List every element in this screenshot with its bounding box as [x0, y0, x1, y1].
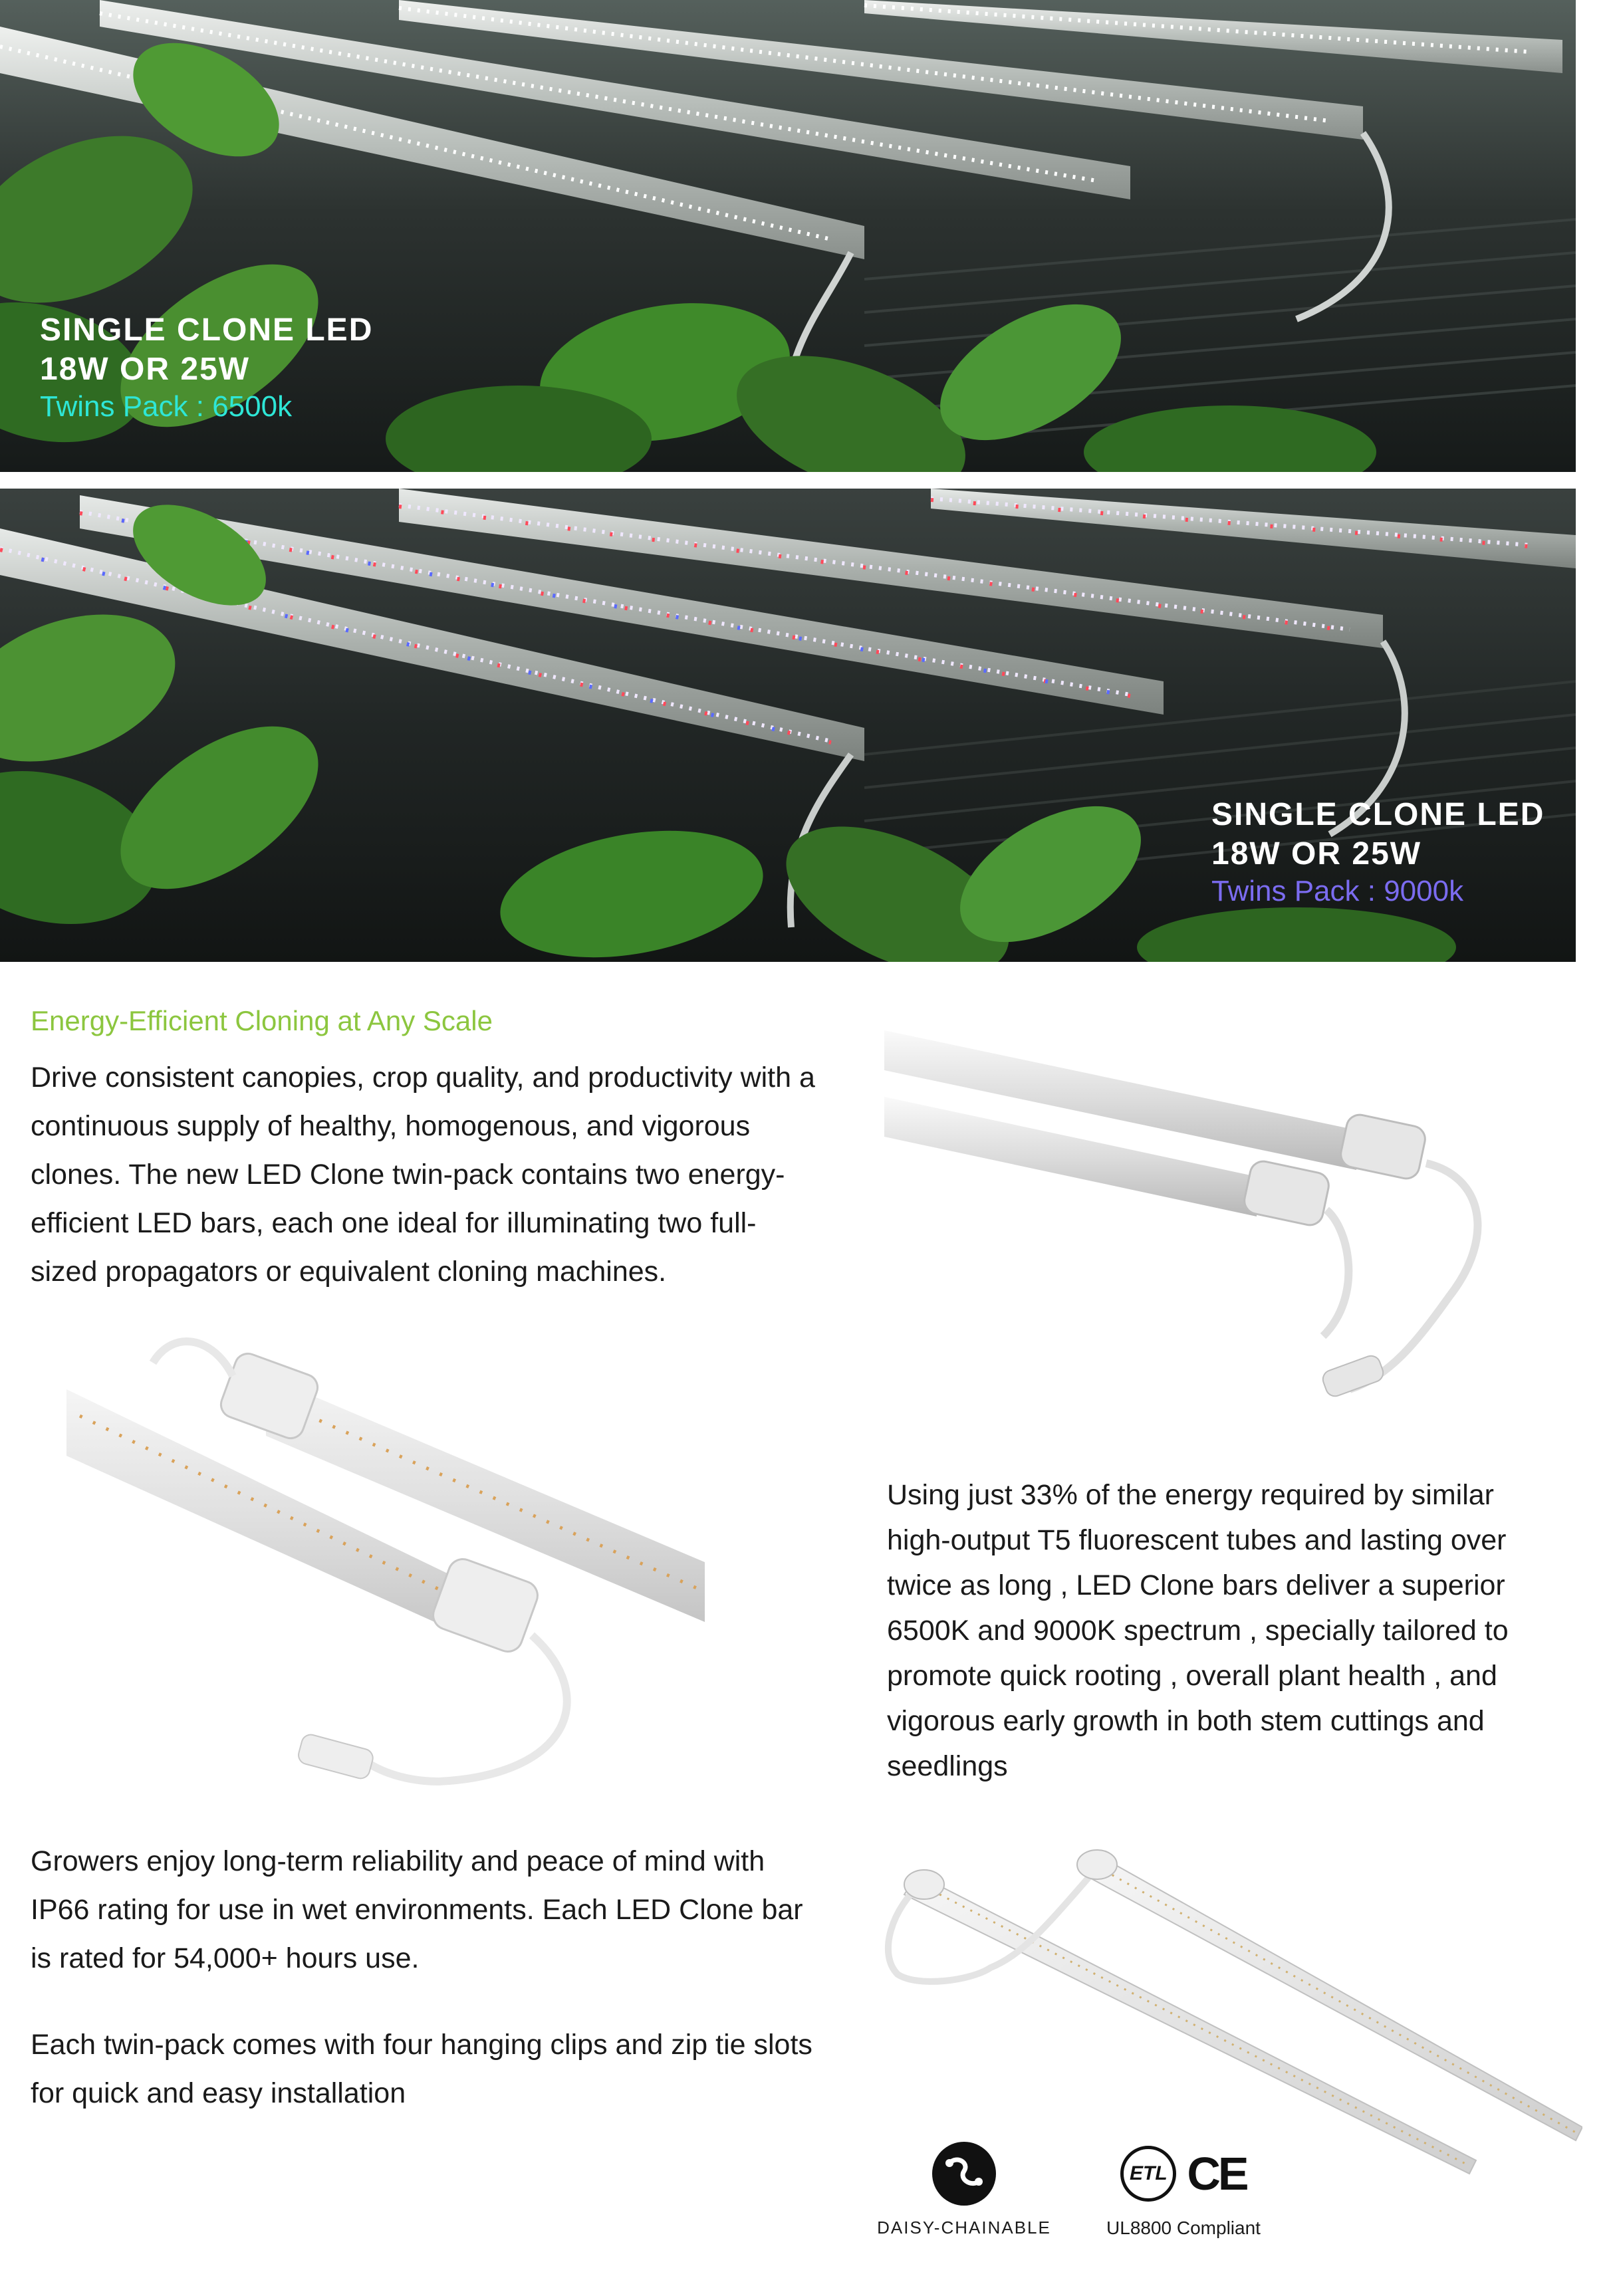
intro-paragraph: Drive consistent canopies, crop quality, and productivity with a continuous supply of healthy, homogenous, and vigorous clones. The new LED Clone twin-pack contains two energy-efficient LED bars, each one ideal for illuminating two full-sized propagators or equivalent cloning machines.: [31, 1062, 815, 1288]
banner-power: 18W OR 25W: [40, 351, 251, 387]
product-image-twin-bars-connector: [884, 1017, 1576, 1416]
daisy-chainable-label: DAISY-CHAINABLE: [877, 2218, 1051, 2238]
banner-power: 18W OR 25W: [1211, 836, 1422, 871]
banner-pack: Twins Pack : 9000k: [1211, 875, 1464, 908]
section-heading: Energy-Efficient Cloning at Any Scale: [31, 1005, 493, 1036]
installation-paragraph: Each twin-pack comes with four hanging clips and zip tie slots for quick and easy installation: [31, 2029, 812, 2109]
etl-ce-icon: [1084, 2140, 1283, 2207]
daisy-chain-icon: [931, 2140, 997, 2207]
etl-mark: [1120, 2146, 1176, 2202]
banner-9000k-caption: [1211, 796, 1545, 909]
certification-badge: [1084, 2140, 1283, 2239]
etl-text: ETL: [1130, 2162, 1168, 2184]
banner-title: SINGLE CLONE LED: [40, 312, 374, 348]
ce-text: CE: [1187, 2148, 1247, 2200]
daisy-chainable-badge: [864, 2140, 1064, 2238]
product-image-single-bar: [66, 1323, 705, 1801]
energy-paragraph: Using just 33% of the energy required by similar high-output T5 fluorescent tubes and lasting over twice as long , LED Clone bars deliver a superior 6500K and 9000K spectrum , specially tailored to promote quick rooting , overall plant health , and vigorous early growth in both stem cuttings and seedlings: [887, 1479, 1509, 1782]
banner-6500k-caption: [40, 311, 373, 425]
ul8800-label: UL8800 Compliant: [1106, 2218, 1261, 2238]
banner-9000k: [0, 489, 1576, 962]
reliability-paragraph: Growers enjoy long-term reliability and peace of mind with IP66 rating for use in wet environments. Each LED Clone bar is rated for 54,000+ hours use.: [31, 1845, 803, 1974]
banner-6500k: [0, 0, 1576, 472]
ce-mark: [1187, 2147, 1246, 2200]
product-image-long-bars: [878, 1848, 1582, 2180]
banner-pack: Twins Pack : 6500k: [40, 390, 293, 423]
banner-title: SINGLE CLONE LED: [1211, 797, 1545, 832]
